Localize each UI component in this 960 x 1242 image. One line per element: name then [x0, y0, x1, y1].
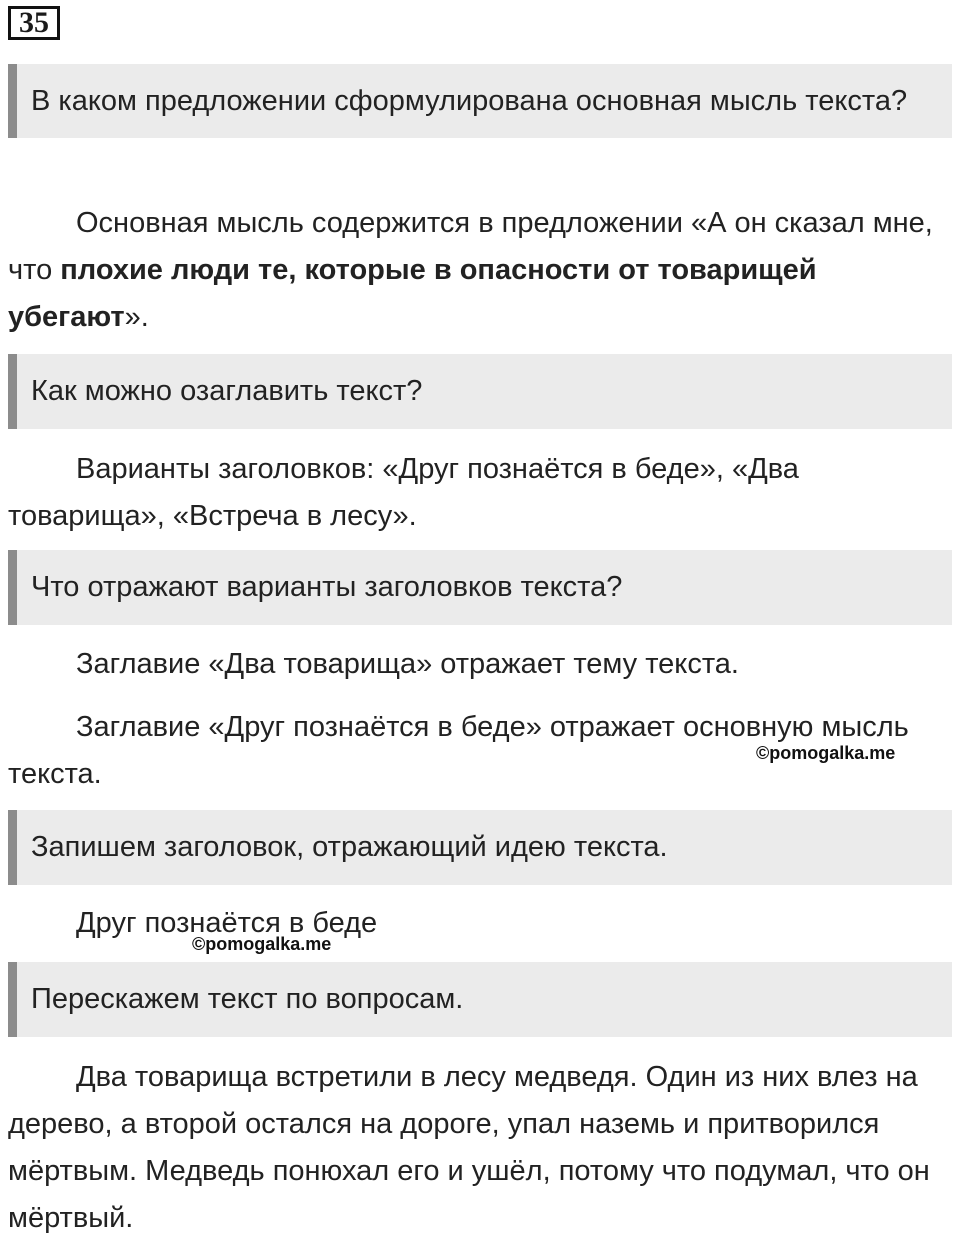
question-text: Запишем заголовок, отражающий идею текста. — [31, 831, 668, 863]
answer-paragraph-1 — [8, 200, 948, 341]
answer-paragraph-6 — [8, 1054, 948, 1242]
answer-paragraph-2 — [8, 446, 948, 540]
answer-text-end: ». — [124, 301, 149, 333]
answer-text: Два товарища встретили в лесу медведя. Один из них влез на дерево, а второй остался на дороге, упал наземь и притворился мёртвым. Медведь понюхал его и ушёл, потому что подумал, что он мёртвый. — [8, 1061, 930, 1234]
answer-text: Друг познаётся в беде — [76, 907, 378, 939]
task-number: 35 — [8, 6, 60, 40]
question-box-5 — [8, 962, 952, 1037]
question-box-3 — [8, 550, 952, 625]
answer-bold-text: плохие люди те, которые в опасности от товарищей убегают — [8, 254, 817, 333]
question-box-1 — [8, 64, 952, 138]
answer-text: Основная мысль содержится в предложении «А он сказал мне, что — [8, 207, 933, 286]
question-box-2 — [8, 354, 952, 429]
answer-text: Варианты заголовков: «Друг познаётся в беде», «Два товарища», «Встреча в лесу». — [8, 453, 799, 532]
question-text: Как можно озаглавить текст? — [31, 375, 423, 407]
watermark-1: ©pomogalka.me — [756, 743, 896, 763]
question-text: Перескажем текст по вопросам. — [31, 983, 464, 1015]
question-text: В каком предложении сформулирована основная мысль текста? — [31, 85, 908, 117]
question-box-4 — [8, 810, 952, 885]
question-text: Что отражают варианты заголовков текста? — [31, 571, 623, 603]
answer-text: Заглавие «Друг познаётся в беде» отражает основную мысль текста. — [8, 711, 909, 790]
watermark-2: ©pomogalka.me — [192, 934, 332, 954]
answer-paragraph-5 — [8, 900, 948, 947]
answer-text: Заглавие «Два товарища» отражает тему текста. — [76, 648, 739, 680]
answer-paragraph-3 — [8, 641, 948, 688]
